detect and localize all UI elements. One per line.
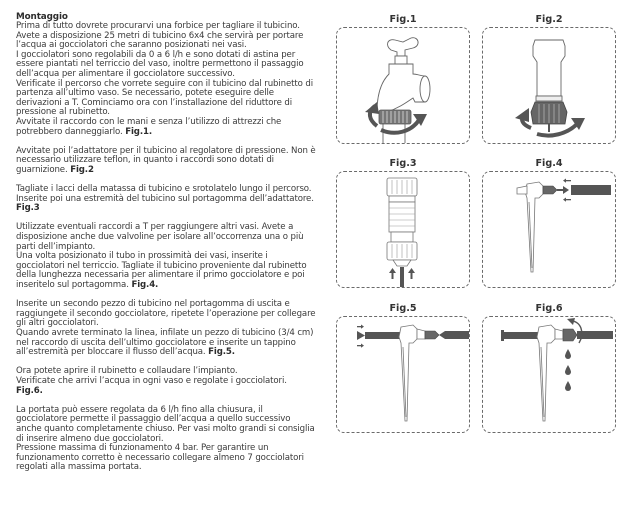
figure-frame	[336, 171, 470, 288]
instruction-line: I gocciolatori sono regolabili da 0 a 6 l/h e sono dotati di astina per essere piantati nel terriccio del vaso, inoltre permettono il passaggio dell’acqua per alimentare il gocciolatore successivo.	[16, 49, 304, 79]
instruction-line: Utilizzate eventuali raccordi a T per raggiungere altri vasi. Avete a disposizione anche due valvoline per isolare all’occorrenza una o più parti dell’impianto.	[16, 222, 304, 252]
instruction-line: Verificate il percorso che vorrete seguire con il tubicino dal rubinetto di partenza all’ultimo vaso. Se necessario, potete eseguire delle derivazioni a T. Cominciamo ora con l’installazione del riduttore di pressione al rubinetto.	[16, 78, 313, 118]
figure-2	[482, 13, 616, 144]
figure-title: Fig.5	[389, 303, 417, 314]
figure-frame	[482, 316, 616, 433]
instruction-line: Una volta posizionato il tubo in prossimità dei vasi, inserite i gocciolatori nel terriccio. Tagliate il tubicino proveniente dal rubinetto della lunghezza necessaria per alimentare il primo gocciolatore e poi inseritelo sul portagomma.	[16, 251, 307, 291]
instruction-paragraph	[16, 300, 316, 358]
instruction-line: Verificate che arrivi l’acqua in ogni vaso e regolate i gocciolatori.	[16, 375, 287, 386]
instructions-heading: Montaggio	[16, 12, 68, 22]
instruction-line: Avete a disposizione 25 metri di tubicino 6x4 che servirà per portare l’acqua ai gocciolatori che saranno posizionati nei vasi.	[16, 30, 304, 51]
figure-4	[482, 157, 616, 288]
tube-into-adapter-icon	[337, 172, 469, 287]
instruction-line: Avvitate poi l’adattatore per il tubicino al regolatore di pressione. Non è necessario utilizzare teflon, in quanto i raccordi sono dotati di guarnizione.	[16, 145, 316, 175]
figure-reference: Fig.2	[70, 164, 94, 175]
instruction-line: Avvitate il raccordo con le mani e senza l’utilizzo di attrezzi che potrebbero danneggiarlo.	[16, 116, 282, 137]
figure-reference: Fig.1.	[125, 126, 152, 137]
figure-title: Fig.2	[535, 14, 563, 25]
instruction-paragraph	[16, 223, 316, 290]
dripper-chain-with-cap-icon	[337, 317, 469, 432]
figure-title: Fig.4	[535, 158, 563, 169]
figure-title: Fig.6	[535, 303, 563, 314]
instruction-paragraph	[16, 406, 316, 473]
figure-reference: Fig.5.	[208, 347, 235, 358]
figure-reference: Fig.3	[16, 203, 40, 214]
figure-3	[336, 157, 470, 288]
figure-1	[336, 13, 470, 144]
figure-reference: Fig.4.	[131, 280, 159, 291]
figure-frame	[336, 316, 470, 433]
instruction-line: Ora potete aprire il rubinetto e collaudare l’impianto.	[16, 366, 238, 377]
instruction-paragraph	[16, 147, 316, 176]
tap-with-pressure-reducer-icon	[337, 28, 469, 143]
figure-title: Fig.1	[389, 14, 417, 25]
instruction-line: Pressione massima di funzionamento 4 bar. Per garantire un funzionamento corretto è necessario collegare almeno 7 gocciolatori regolati alla massima portata.	[16, 443, 304, 473]
figure-reference: Fig.6.	[16, 385, 43, 396]
figure-frame	[482, 171, 616, 288]
figure-frame	[482, 27, 616, 144]
instruction-line: Tagliate i lacci della matassa di tubicino e srotolatelo lungo il percorso. Inserite poi una estremità del tubicino sul portagomma dell’adattatore.	[16, 184, 314, 204]
instructions-body	[16, 22, 316, 473]
figure-6	[482, 302, 616, 433]
instruction-line: Prima di tutto dovrete procurarvi una forbice per tagliare il tubicino.	[16, 21, 300, 31]
instruction-line: Quando avrete terminato la linea, infilate un pezzo di tubicino (3/4 cm) nel raccordo di uscita dell’ultimo gocciolatore e inserite un tappino all’estremità per bloccare il flusso dell’acqua.	[16, 328, 314, 358]
instruction-paragraph	[16, 367, 316, 396]
instruction-paragraph	[16, 185, 316, 214]
figure-frame	[336, 27, 470, 144]
instruction-line: La portata può essere regolata da 6 l/h fino alla chiusura, il gocciolatore permette il passaggio dell’acqua a quello successivo anche quanto completamente chiuso. Per vasi molto grandi si consiglia di inserire almeno due gocciolatori.	[16, 404, 315, 444]
instruction-paragraph	[16, 22, 316, 137]
dripper-stake-tube-insert-icon	[483, 172, 615, 287]
instructions-column	[16, 12, 316, 483]
instruction-line: Inserite un secondo pezzo di tubicino nel portagomma di uscita e raggiungete il secondo gocciolatore, ripetete l’operazione per collegare gli altri gocciolatori.	[16, 299, 316, 329]
adapter-on-regulator-icon	[483, 28, 615, 143]
dripper-adjust-drops-icon	[483, 317, 615, 432]
figure-title: Fig.3	[389, 158, 417, 169]
figure-5	[336, 302, 470, 433]
